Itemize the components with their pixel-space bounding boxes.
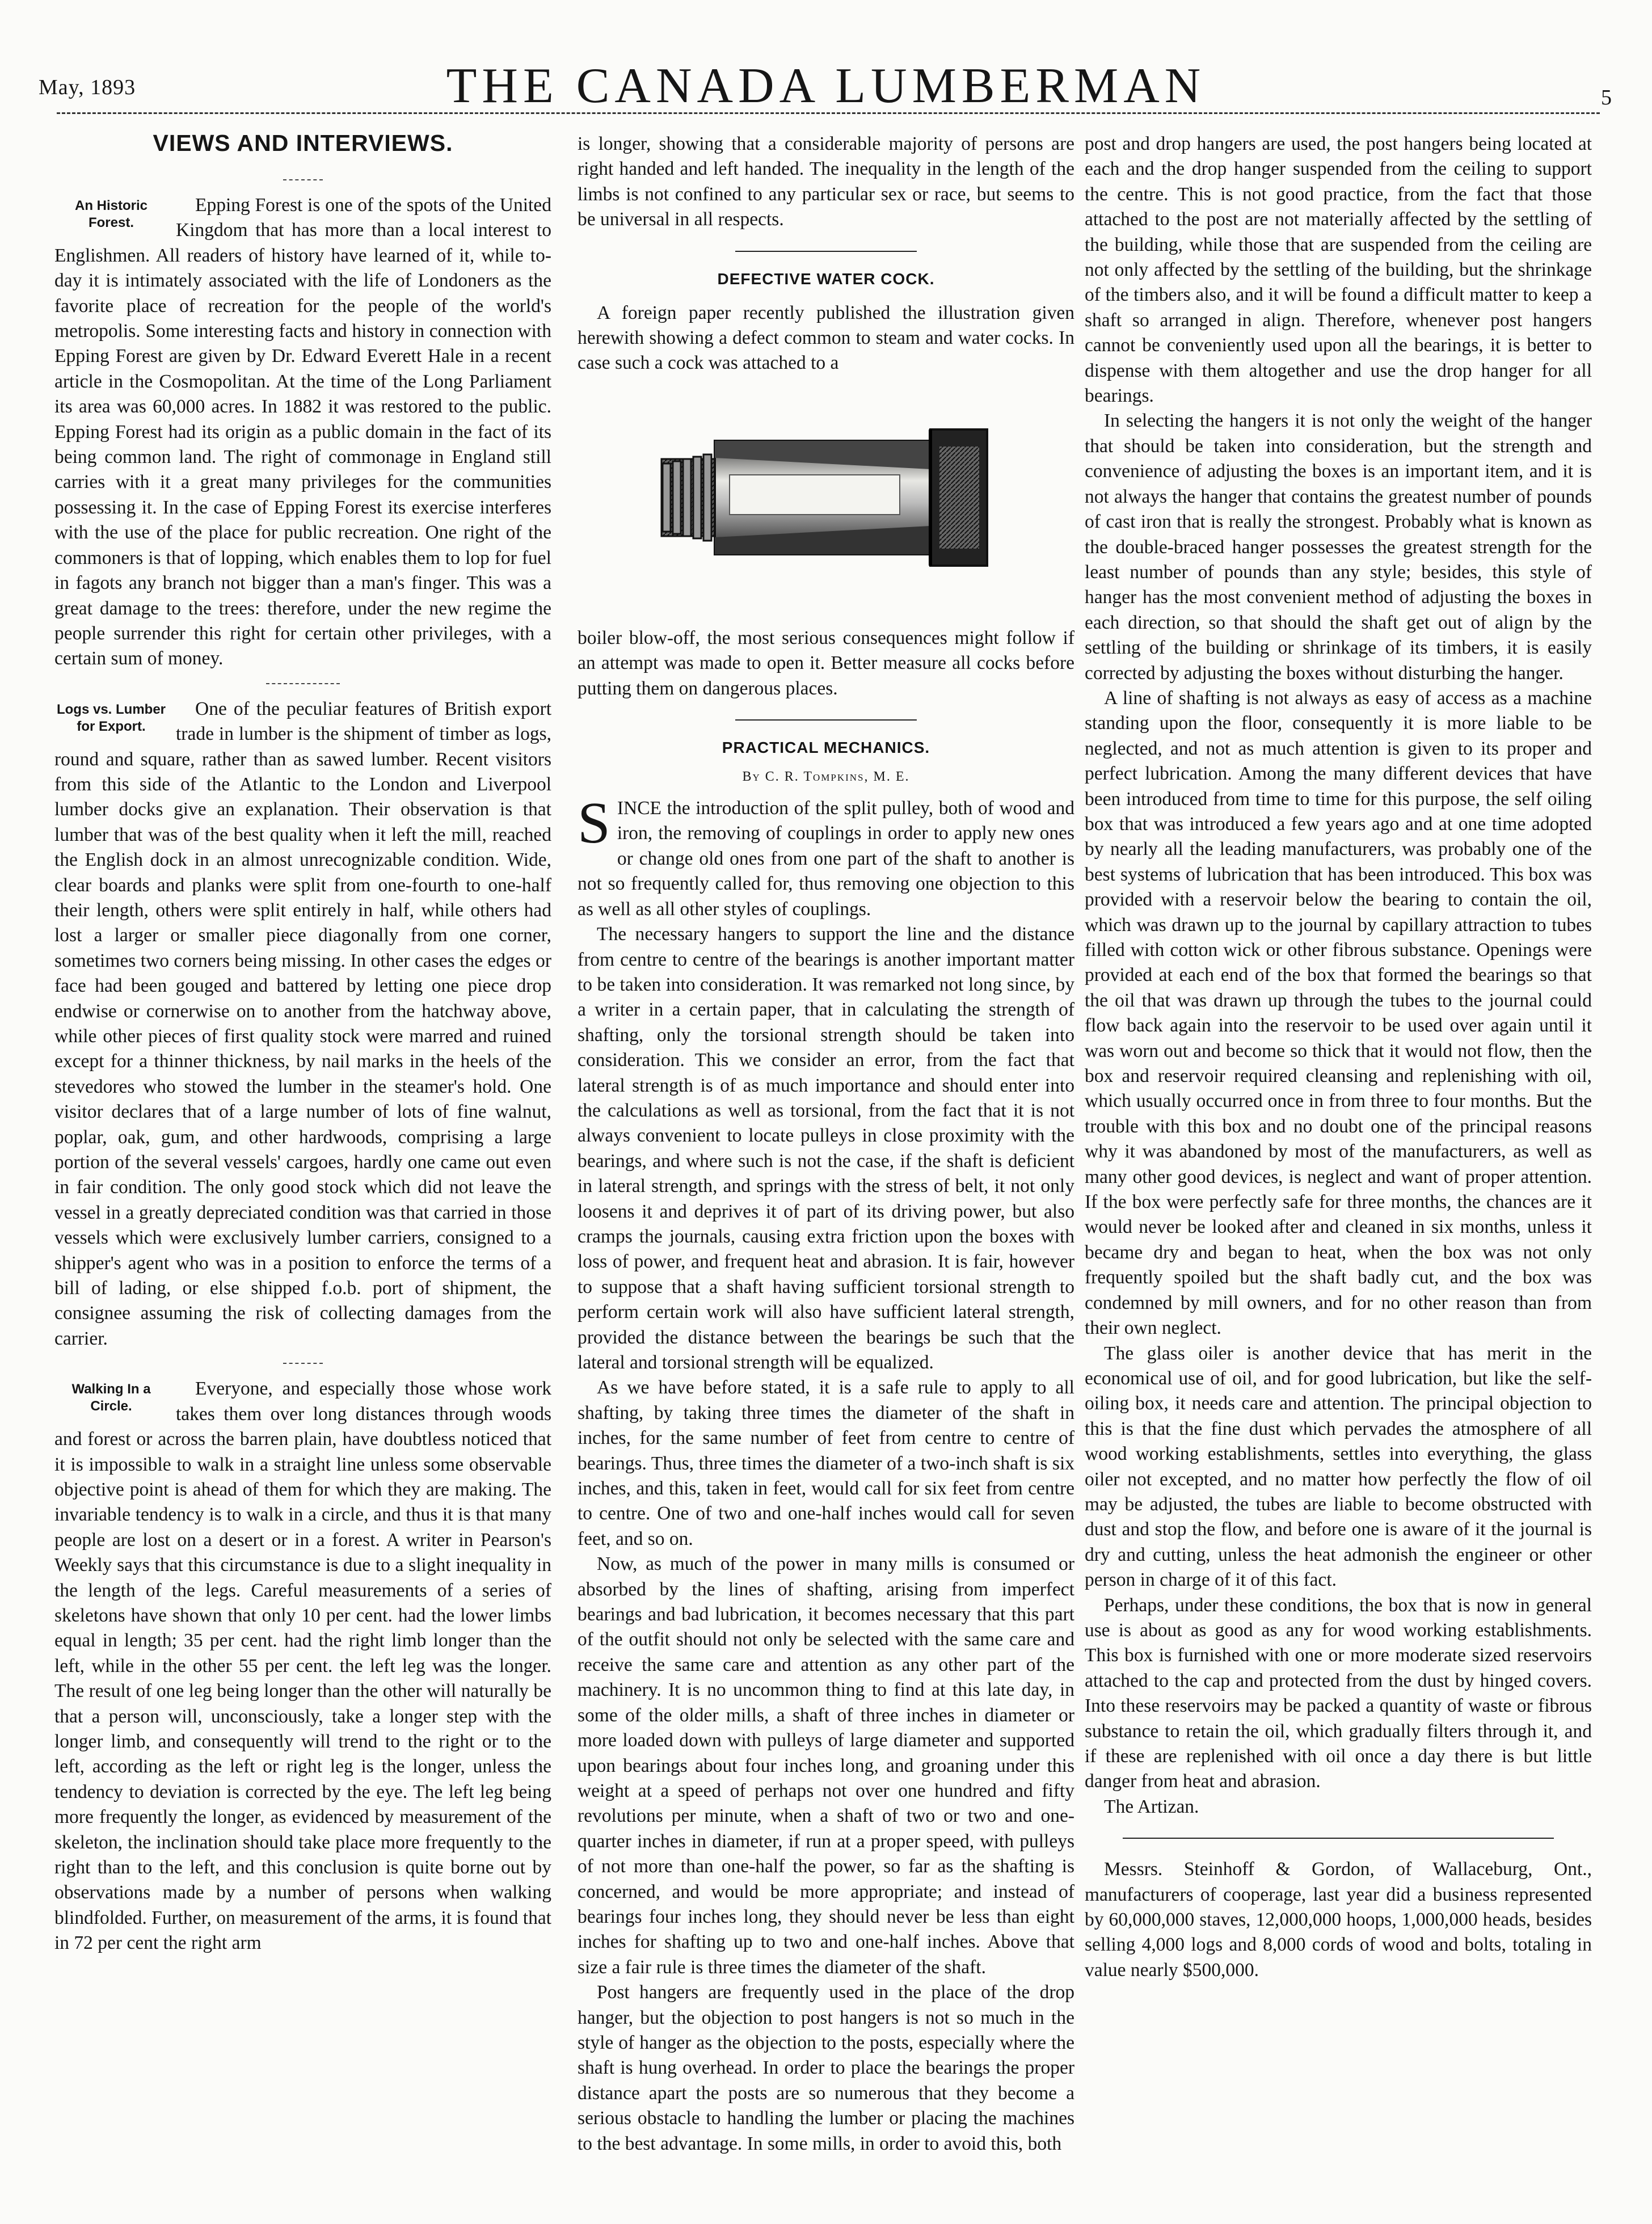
mechanics-paragraph-10: Perhaps, under these conditions, the box that is now in general use is about as good as any for wood working establishments. This box is furnished with one or more moderate sized reservoirs attached to the cap and protected from the dust by hinged covers. Into these reservoirs may be packed a quantity of waste or fibrous substance to retain the oil, which gradually filters through it, and if these are replenished with oil once a day there is but little danger from heat and abrasion.: [1085, 1594, 1592, 1792]
column-2: [578, 132, 1074, 2156]
mechanics-paragraph-3: As we have before stated, it is a safe rule to apply to all shafting, by taking three times the diameter of the shaft in inches, for the same number of feet from centre to centre of bearings. Thus, three times the diameter of a two-inch shaft is six inches, and this, taken in feet, would call for six feet from centre to centre. One of two and one-half inches would call for seven feet, and so on.: [578, 1377, 1074, 1549]
mechanics-paragraph-2: The necessary hangers to support the line and the distance from centre to centre of the bearings is another important matter to be taken into consideration. It was remarked not long since, by a writer in a certain paper, that in calculating the strength of shafting, only the torsional strength should be taken into consideration. This we consider an error, from the fact that lateral strength is of as much importance and should enter into the calculations as well as torsional, from the fact that it is not always convenient to locate pulleys in close proximity with the bearings, and where such is not the case, if the shaft is deficient in lateral strength, and springs with the stress of belt, it not only loosens it and deprives it of part of its driving power, but also cramps the journals, causing extra friction upon the boxes with loss of power, and frequent heat and abrasion. It is fair, however to suppose that a shaft having sufficient torsional strength to perform certain work will also have sufficient lateral strength, provided the distance between the bearings be such that the lateral and torsional strength will be equalized.: [578, 924, 1074, 1373]
issue-date: May, 1893: [39, 75, 136, 99]
divider: [283, 179, 323, 180]
mechanics-paragraph-5: Post hangers are frequently used in the place of the drop hanger, but the objection to post hangers is not so much in the style of hanger as the objection to the posts, especially where the shaft is hung overhead. In order to place the bearings the proper distance apart the posts are so numerous that they become a serious obstacle to handling the lumber or placing the machines to the best advantage. In some mills, in order to avoid this, both: [578, 1982, 1074, 2154]
side-heading-logs-vs-lumber: Logs vs. Lumber for Export.: [56, 701, 166, 734]
mechanics-paragraph-6: post and drop hangers are used, the post hangers being located at each and the drop hanger suspended from the ceiling to support the centre. This is not good practice, from the fact that those attached to the post are not materially affected by the settling of the building, while those that are suspended from the ceiling are not only affected by the settling of the building, but the shrinkage of the timbers also, and it will be found a difficult matter to keep a shaft so arranged in align. Therefore, whenever post hangers cannot be conveniently used upon all the bearings, it is better to dispense with them altogether and use the drop hanger for all bearings.: [1085, 133, 1592, 407]
drop-cap: S: [578, 790, 610, 856]
mechanics-heading: PRACTICAL MECHANICS.: [722, 739, 930, 757]
mechanics-paragraph-9: The glass oiler is another device that has merit in the economical use of oil, and for good lubrication, but like the self-oiling box, it needs care and attention. The principal objection to this is that the fine dust which pervades the atmosphere of all wood working establishments, settles into everything, the glass oiler not excepted, and no matter how perfectly the flow of oil may be adjusted, the tubes are liable to become obstructed with dust and stop the flow, and before one is aware of it the journal is dry and cutting, unless the heat admonish the engineer or other person in charge of it of this fact.: [1085, 1342, 1592, 1591]
masthead: [0, 0, 1652, 113]
mechanics-paragraph-7: In selecting the hangers it is not only the weight of the hanger that should be taken into consideration, but the strength and convenience of adjusting the boxes is an important item, and it is not always the hanger that contains the greatest number of pounds of cast iron that is really the strongest. Probably what is known as the double-braced hanger possesses the greatest strength for the least number of pounds than any style; besides, this style of hanger has the most convenient method of adjusting the boxes in each direction, so that should the shaft get out of align by the settling of the building or shrinkage of its timbers, it is easily corrected by adjusting the boxes without disturbing the hanger.: [1085, 410, 1592, 684]
article-epping-forest: Epping Forest is one of the spots of the United Kingdom that has more than a local interest to Englishmen. All readers of history have learned of it, while to-day it is intimately associated with the life of Londoners as the favorite place of recreation for the people of the world's metropolis. Some interesting facts and history in connection with Epping Forest are given by Dr. Edward Everett Hale in a recent article in the Cosmopolitan. At the time of the Long Parliament its area was 60,000 acres. In 1882 it was restored to the public. Epping Forest had its origin as a public domain in the fact of its being common land. The right of commonage in England still carries with it a great many privileges for the communities possessing it. In the case of Epping Forest its exercise interferes with the use of the place for public recreation. One right of the commoners is that of lopping, which enables them to lop for fuel in fagots any branch not bigger than a man's finger. This was a great damage to the trees: therefore, under the new regime the people surrender this right for certain other privileges, with a certain sum of money.: [54, 195, 551, 669]
divider: [735, 719, 917, 721]
column-1: [54, 132, 551, 1956]
side-heading-walking-in-circle: Walking In a Circle.: [71, 1381, 151, 1414]
article-logs-vs-lumber: One of the peculiar features of British export trade in lumber is the shipment of timber as logs, round and square, rather than as sawed lumber. Recent visitors from this side of the Atlantic to the London and Liverpool lumber docks give an explanation. Their observation is that lumber that was of the best quality when it left the mill, reached the English dock in an almost unrecognizable condition. Wide, clear boards and planks were split from one-fourth to one-half their length, others were split entirely in half, while others had lost a larger or smaller piece diagonally from one corner, sometimes two corners being missing. In other cases the edges or face had been gouged and battered by letting one piece drop endwise or cornerwise on to another from the hatchway above, while other pieces of first quality stock were marred and ruined except for a thinner thickness, by nail marks in the heels of the stevedores who stowed the lumber in the steamer's hold. One visitor declares that of a large number of lots of fine walnut, poplar, oak, gum, and other hardwoods, comprising a large portion of the several vessels' cargoes, hardly one came out even in fair condition. The only good stock which did not leave the vessel in a greatly depreciated condition was that carried in those vessels which were exclusively lumber carriers, consigned to a shipper's agent who was in a position to enforce the terms of a bill of lading, or else shipped f.o.b. port of shipment, the consignee assuming the risk of collecting damages from the carrier.: [54, 698, 551, 1349]
divider: [283, 1363, 323, 1364]
column-3: [1085, 132, 1592, 1983]
divider: [1123, 1838, 1554, 1839]
side-heading-historic-forest: An Historic Forest.: [74, 198, 148, 230]
divider: [735, 251, 917, 252]
mechanics-paragraph-1: [578, 790, 1074, 922]
walking-continuation: is longer, showing that a considerable majority of persons are right handed and left handed. The inequality in the length of the limbs is not confined to any particular sex or race, but seems to be universal in all respects.: [578, 133, 1074, 230]
divider: [266, 683, 340, 684]
water-cock-illustration: [656, 384, 996, 611]
mechanics-paragraph-4: Now, as much of the power in many mills is consumed or absorbed by the lines of shafting, arising from imperfect bearings and bad lubrication, it becomes necessary that this part of the outfit should not only be selected with the same care and receive the same care and attention as any other part of the machinery. It is no uncommon thing to find at this late day, in some of the older mills, a shaft of three inches in diameter or more loaded down with pulleys of large diameter and supported upon bearings about four inches long, and groaning under this weight at a speed of perhaps not over one hundred and fifty revolutions per minute, when a shaft of two or two and one-quarter inches in diameter, if run at a proper speed, with pulleys of not more than one-half the power, so far as the shafting is concerned, and would be more appropriate; and instead of bearings four inches long, they should never be less than eight inches for shafting up to two and one-half inches. Above that size a fair rule is three times the diameter of the shaft.: [578, 1553, 1074, 1978]
notice-steinhoff-gordon: Messrs. Steinhoff & Gordon, of Wallaceburg, Ont., manufacturers of cooperage, last year did a business represented by 60,000,000 staves, 12,000,000 hoops, 1,000,000 heads, besides selling 4,000 logs and 8,000 cords of wood and bolts, totaling in value nearly $500,000.: [1085, 1859, 1592, 1981]
views-heading: VIEWS AND INTERVIEWS.: [153, 130, 453, 156]
masthead-rule: [57, 112, 1600, 114]
mechanics-paragraph-8: A line of shafting is not always as easy of access as a machine standing upon the floor, consequently it is more liable to be neglected, and not as much attention is given to its proper and perfect lubrication. Among the many different devices that have been introduced from time to time for this purpose, the self oiling box that was introduced a few years ago and at one time adopted by nearly all the leading manufacturers, was probably one of the best systems of lubrication that has been introduced. This box was provided with a reservoir below the bearing to contain the oil, which was drawn up to the journal by capillary attraction to tubes filled with cotton wick or other fibrous substance. Openings were provided at each end of the box that formed the bearings so that the oil that was drawn up through the tubes to the journal could flow back again into the reservoir to be used over again until it was worn out and become so thick that it would not flow, then the box and reservoir required cleansing and replenishing with oil, which usually occurred once in from three to four months. But the trouble with this box and no doubt one of the principal reasons why it was abandoned by most of the manufacturers, as well as many other good devices, is neglect and want of proper attention. If the box were perfectly safe for three months, the chances are it would never be looked after and cleaned in six months, unless it became dry and began to heat, when the box was not only frequently spoiled but the shaft badly cut, and the box was condemned by mill owners, and for no other reason than from their own neglect.: [1085, 687, 1592, 1339]
article-walking-in-circle: Everyone, and especially those whose work takes them over long distances through woods and forest or across the barren plain, have doubtless noticed that it is impossible to walk in a straight line unless some observable objective point is ahead of them for which they are making. The invariable tendency is to walk in a circle, and thus it is that many people are lost on a desert or in a forest. A writer in Pearson's Weekly says that this circumstance is due to a slight inequality in the length of the legs. Careful measurements of a series of skeletons have shown that only 10 per cent. had the lower limbs equal in length; 35 per cent. had the right limb longer than the left, while in the other 55 per cent. the left leg was the longer. The result of one leg being longer than the other will naturally be that a person will, unconsciously, take a longer step with the longer limb, and consequently will trend to the right or to the left, according as the left or right leg is the longer, unless the tendency to deviation is corrected by the eye. The left leg being more frequently the longer, as evidenced by measurement of the skeleton, the inclination should take place more frequently to the right than to the left, and this conclusion is quite borne out by observations made by a number of persons when walking blindfolded. Further, on measurement of the arms, it is found that in 72 per cent the right arm: [54, 1378, 551, 1954]
cock-intro: A foreign paper recently published the illustration given herewith showing a defect common to steam and water cocks. In case such a cock was attached to a: [578, 302, 1074, 374]
mechanics-p1-text: INCE the introduction of the split pulley, both of wood and iron, the removing of couplings in order to apply new ones or change old ones from one part of the shaft to another is not so frequently called for, thus removing one objection to this as well as all other styles of couplings.: [578, 798, 1074, 920]
cock-heading: DEFECTIVE WATER COCK.: [717, 269, 935, 288]
newspaper-title: THE CANADA LUMBERMAN: [446, 58, 1206, 113]
mechanics-byline: By C. R. Tompkins, M. E.: [742, 769, 910, 785]
cock-conclusion: boiler blow-off, the most serious consequences might follow if an attempt was made to open it. Better measure all cocks before putting them on dangerous places.: [578, 627, 1074, 699]
mechanics-source: The Artizan.: [1104, 1796, 1199, 1817]
page-number: 5: [1601, 86, 1612, 109]
